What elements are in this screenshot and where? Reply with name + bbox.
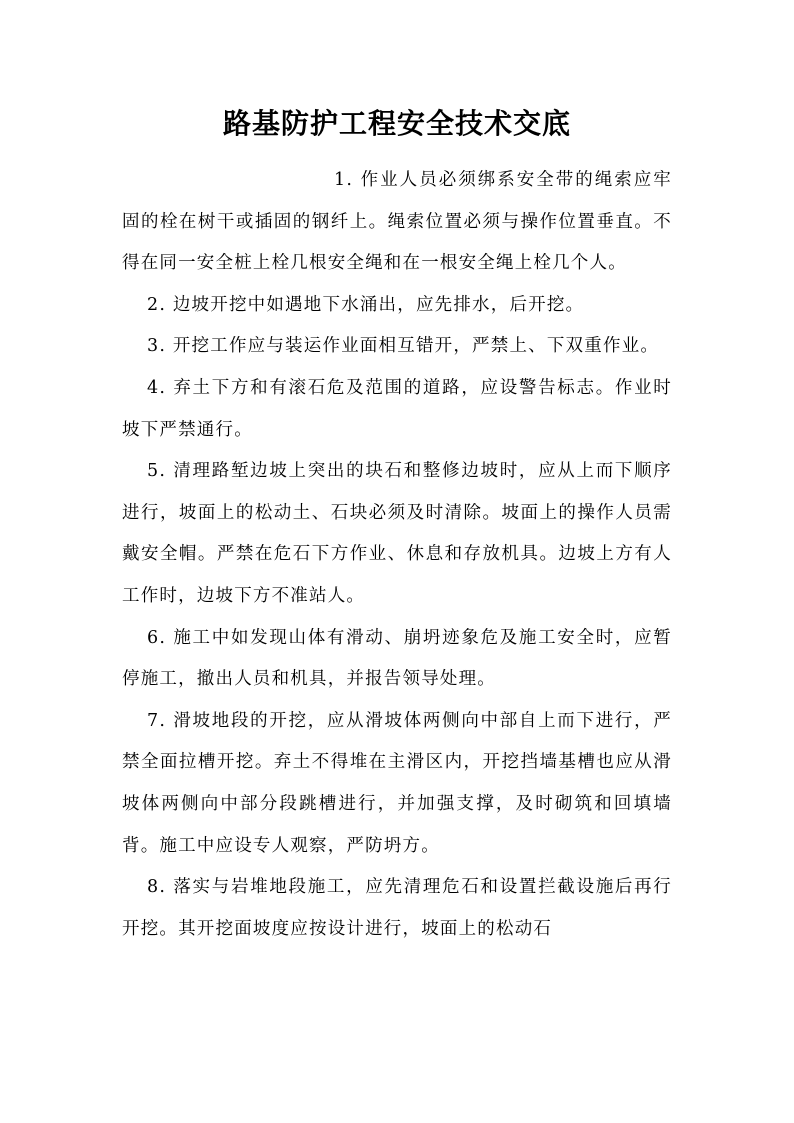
paragraph-item-6: 6. 施工中如发现山体有滑动、崩坍迹象危及施工安全时，应暂停施工，撤出人员和机具，并报告领导处理。 xyxy=(122,627,672,690)
paragraph-item-5: 5. 清理路堑边坡上突出的块石和整修边坡时，应从上而下顺序进行，坡面上的松动土、石块必须及时清除。坡面上的操作人员需戴安全帽。严禁在危石下方作业、休息和存放机具。边坡上方有人工作时，边坡下方不准站人。 xyxy=(122,461,672,606)
paragraph-item-4: 4. 弃土下方和有滚石危及范围的道路，应设警告标志。作业时坡下严禁通行。 xyxy=(122,377,672,440)
document-body xyxy=(122,160,672,950)
document-title: 路基防护工程安全技术交底 xyxy=(222,107,571,140)
paragraph-item-7: 7. 滑坡地段的开挖，应从滑坡体两侧向中部自上而下进行，严禁全面拉槽开挖。弃土不得堆在主滑区内，开挖挡墙基槽也应从滑坡体两侧向中部分段跳槽进行，并加强支撑，及时砌筑和回填墙背。施工中应设专人观察，严防坍方。 xyxy=(122,710,672,856)
paragraph-item-2: 2. 边坡开挖中如遇地下水涌出，应先排水，后开挖。 xyxy=(147,294,585,315)
paragraph-item-1: 1. 作业人员必须绑系安全带的绳索应牢固的栓在树干或插固的钢纤上。绳索位置必须与操作位置垂直。不得在同一安全桩上栓几根安全绳和在一根安全绳上栓几个人。 xyxy=(122,170,672,274)
paragraph-item-3: 3. 开挖工作应与装运作业面相互错开，严禁上、下双重作业。 xyxy=(147,336,660,357)
paragraph-item-8: 8. 落实与岩堆地段施工，应先清理危石和设置拦截设施后再行开挖。其开挖面坡度应按设计进行，坡面上的松动石 xyxy=(122,877,672,939)
